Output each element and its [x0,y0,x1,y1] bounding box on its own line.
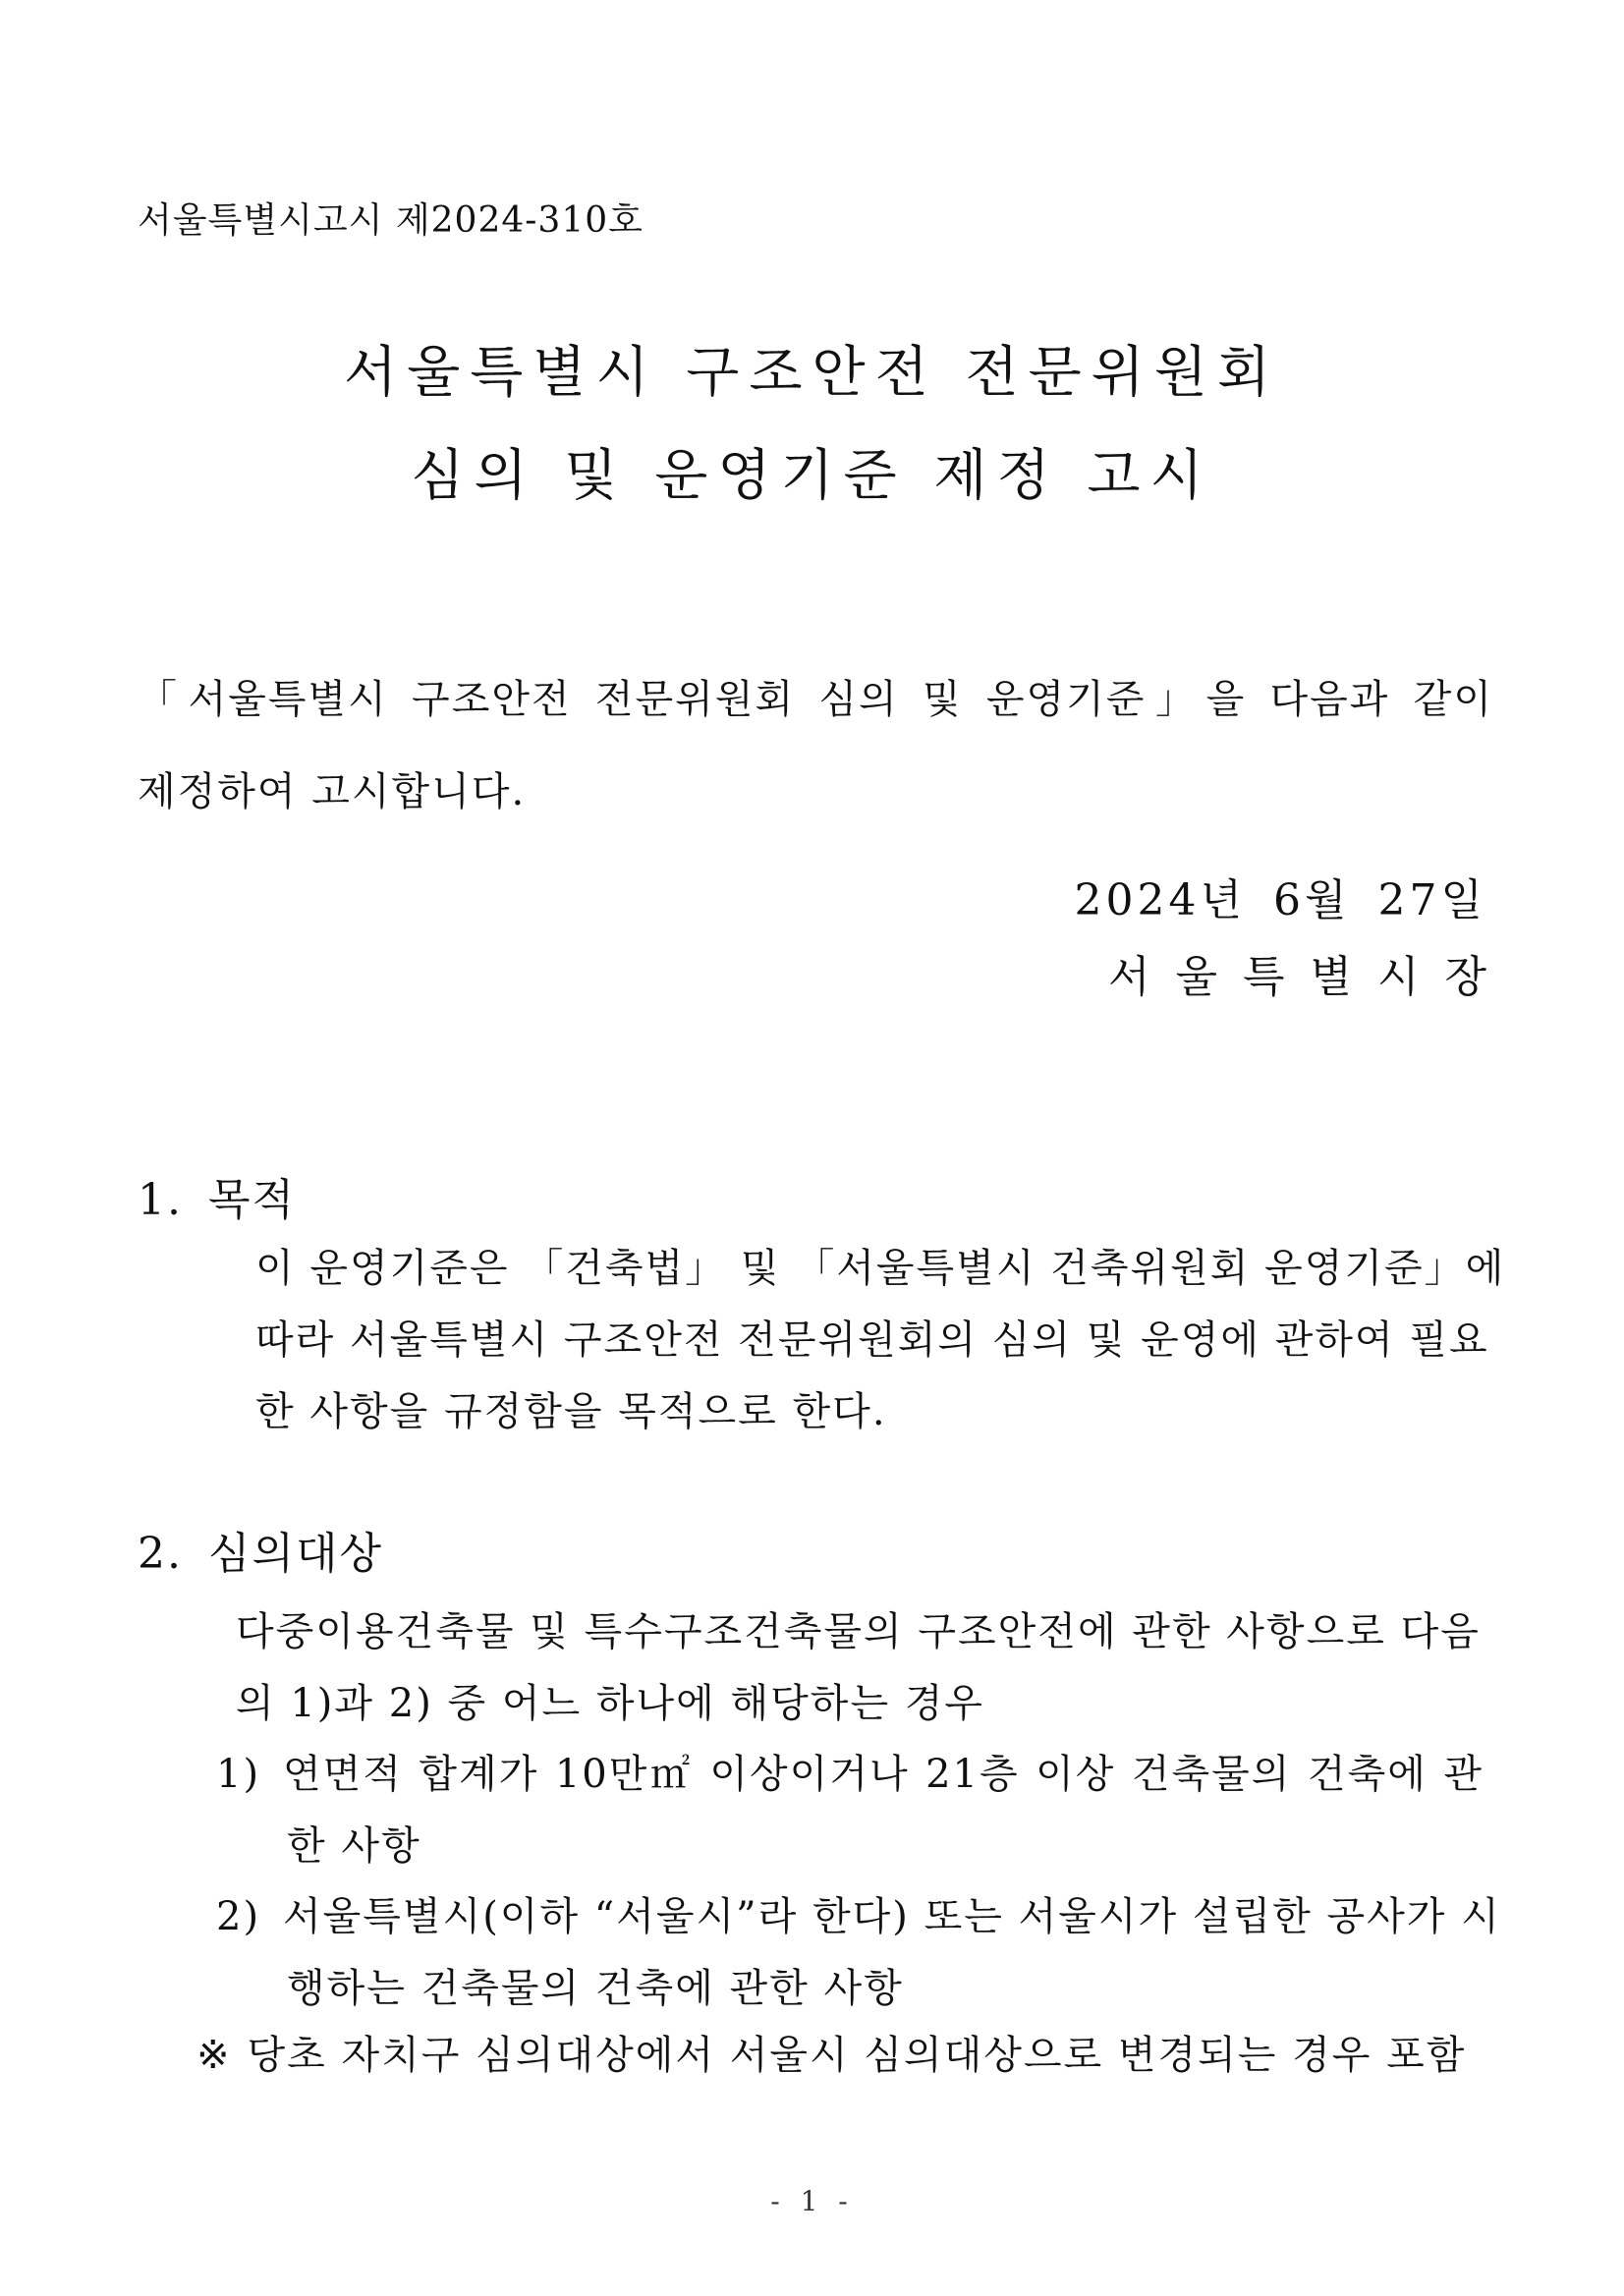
review-target-line-2: 의 1)과 2) 중 어느 하나에 해당하는 경우 [236,1681,985,1726]
date-day: 27일 [1377,875,1486,925]
purpose-paragraph [255,1233,1506,1448]
list-item-marker: 1) [216,1752,261,1797]
reference-mark-icon: ※ [196,2033,232,2078]
purpose-line-3: 한 사항을 규정함을 목적으로 한다. [255,1389,887,1434]
purpose-line-1: 이 운영기준은 「건축법」 및 「서울특별시 건축위원회 운영기준」에 [255,1246,1506,1291]
section-title: 심의대상 [207,1529,383,1579]
list-item-line-1: 서울특별시(이하 “서울시”라 한다) 또는 서울시가 설립한 공사가 시 [283,1894,1501,1939]
note-text: 당초 자치구 심의대상에서 서울시 심의대상으로 변경되는 경우 포함 [247,2033,1467,2078]
section-number: 2. [138,1529,183,1579]
list-item [216,1739,1484,1882]
notice-number: 서울특별시고시 제2024-310호 [138,200,644,241]
list-item-line-1: 연면적 합계가 10만㎡ 이상이거나 21층 이상 건축물의 건축에 관 [283,1752,1484,1797]
section-heading-review-target [138,1518,383,1581]
purpose-line-2: 따라 서울특별시 구조안전 전문위원회의 심의 및 운영에 관하여 필요 [255,1317,1489,1363]
date-year: 2024년 [1074,875,1246,925]
section-number: 1. [138,1175,183,1225]
intro-line-2: 제정하여 고시합니다. [138,769,527,814]
list-item-marker: 2) [216,1894,261,1939]
title-line-1: 서울특별시 구조안전 전문위원회 [344,341,1280,405]
list-item [216,1881,1501,2025]
section-title: 목적 [207,1175,296,1225]
issuer: 서울특별시장 [1107,952,1512,1002]
review-target-line-1: 다중이용건축물 및 특수구조건축물의 구조안전에 관한 사항으로 다음 [236,1609,1481,1654]
section-heading-purpose [138,1164,296,1227]
list-item-line-2: 행하는 건축물의 건축에 관한 사항 [287,1966,904,2011]
notice-date [1075,865,1486,927]
note [196,2024,1466,2080]
title-line-2: 심의 및 운영기준 제정 고시 [411,444,1213,508]
list-item-line-2: 한 사항 [287,1823,421,1869]
intro-paragraph [138,653,1493,838]
date-month: 6월 [1273,875,1351,925]
page-number: - 1 - [770,2185,854,2217]
review-target-paragraph [236,1596,1481,1740]
intro-line-1: 「서울특별시 구조안전 전문위원회 심의 및 운영기준」을 다음과 같이 [138,677,1493,722]
